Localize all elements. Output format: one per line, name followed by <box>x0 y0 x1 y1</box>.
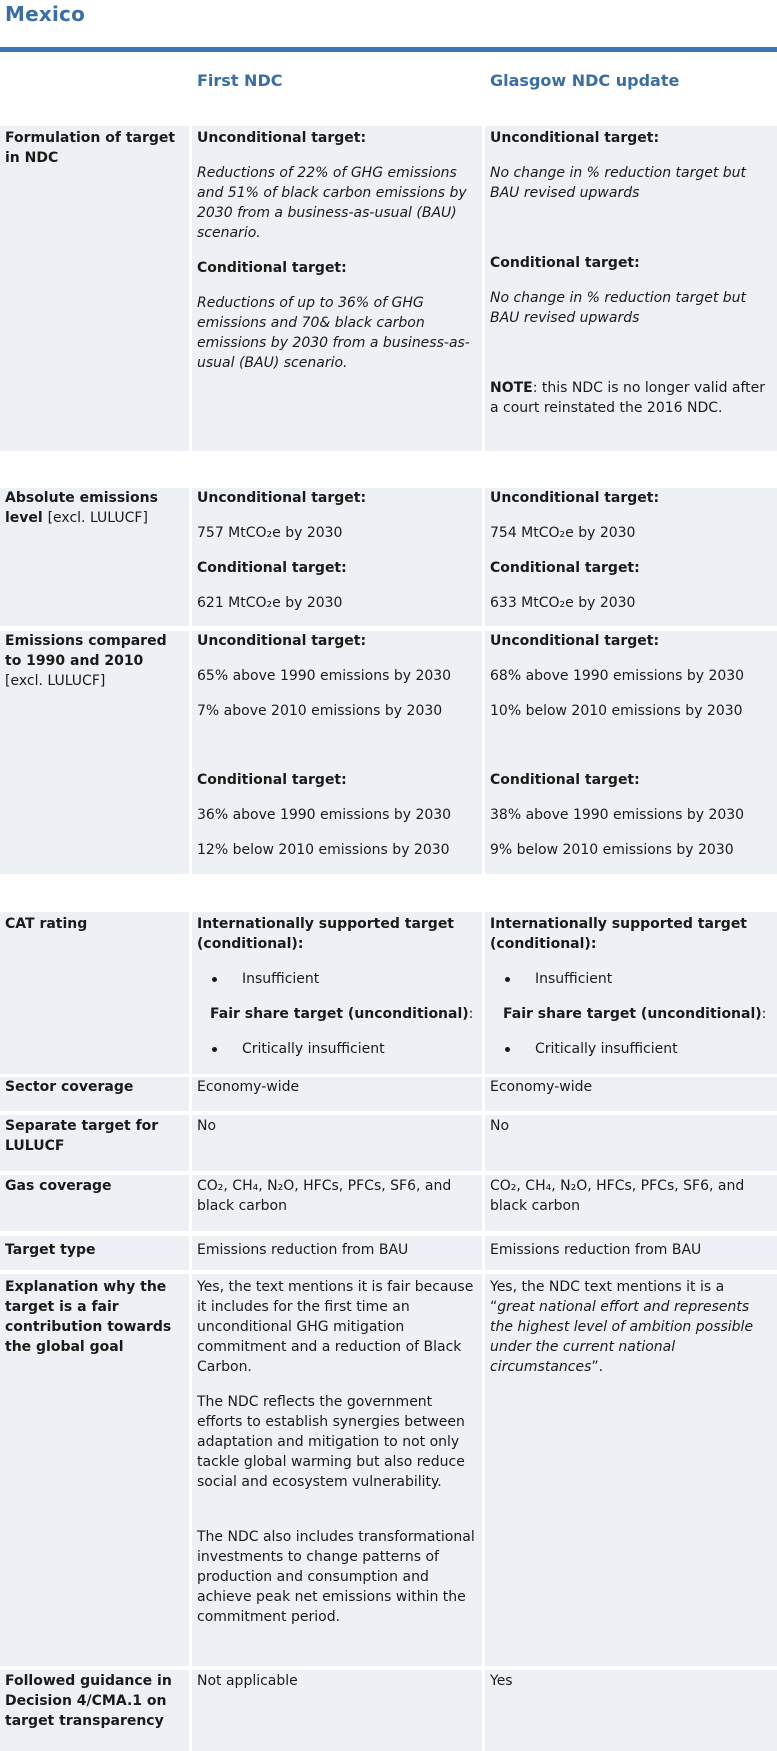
bullet-dot <box>505 1047 510 1052</box>
fair-first-paragraph-1: Yes, the text mentions it is fair because it includes for the first time an unconditional GHG mitigation commitment and a reduction of Black Carbon. <box>197 1279 474 1375</box>
fair-first-paragraph-2: The NDC reflects the government efforts to establish synergies between adaptation and mitigation to not only tackle global warming but also reduce social and ecosystem vulnerability. <box>197 1394 465 1490</box>
fair-glasgow-suffix: ”. <box>591 1359 604 1375</box>
row-label-formulation: Formulation of target in NDC <box>0 126 189 451</box>
conditional-target-label: Conditional target: <box>490 772 640 788</box>
row-absolute-emissions <box>0 488 777 626</box>
cat-glasgow-cell <box>485 912 777 1074</box>
column-header-first-ndc: First NDC <box>197 71 283 90</box>
conditional-target-label: Conditional target: <box>197 260 347 276</box>
target-type-glasgow: Emissions reduction from BAU <box>485 1236 777 1270</box>
compared-glasgow-conditional-1990: 38% above 1990 emissions by 2030 <box>490 807 745 823</box>
intl-rating-value: Insufficient <box>535 971 613 987</box>
formulation-glasgow-cell <box>485 126 777 451</box>
row-gas-coverage <box>0 1175 777 1231</box>
conditional-target-label: Conditional target: <box>197 772 347 788</box>
row-label-lulucf: Separate target for LULUCF <box>0 1115 189 1171</box>
compared-glasgow-unconditional-2010: 10% below 2010 emissions by 2030 <box>490 703 743 719</box>
lulucf-first: No <box>192 1115 482 1171</box>
lulucf-glasgow: No <box>485 1115 777 1171</box>
conditional-target-label: Conditional target: <box>490 560 640 576</box>
unconditional-target-label: Unconditional target: <box>197 490 367 506</box>
conditional-target-label: Conditional target: <box>490 255 640 271</box>
fair-first-paragraph-3: The NDC also includes transformational investments to change patterns of production and consumption and achieve peak net emissions within the commitment period. <box>197 1529 475 1625</box>
formulation-first-cell <box>192 126 482 451</box>
column-header-glasgow-ndc: Glasgow NDC update <box>490 71 680 90</box>
unconditional-target-label: Unconditional target: <box>197 633 367 649</box>
row-target-type <box>0 1236 777 1270</box>
compared-first-conditional-2010: 12% below 2010 emissions by 2030 <box>197 842 450 858</box>
fair-glasgow-prefix: Yes, the NDC text mentions it is a “ <box>490 1279 725 1315</box>
row-label-gas: Gas coverage <box>0 1175 189 1231</box>
absolute-first-conditional: 621 MtCO₂e by 2030 <box>197 595 343 611</box>
fair-glasgow-quote: great national effort and represents the highest level of ambition possible under the current national circumstances <box>490 1299 754 1375</box>
conditional-target-label: Conditional target: <box>197 560 347 576</box>
row-fair-contribution <box>0 1274 777 1666</box>
unconditional-target-label: Unconditional target: <box>197 130 367 146</box>
row-label-sector: Sector coverage <box>0 1077 189 1111</box>
fair-first-cell <box>192 1274 482 1666</box>
fair-share-target-label: Fair share target (unconditional): <box>503 1006 767 1022</box>
intl-rating-value: Insufficient <box>242 971 320 987</box>
absolute-glasgow-cell <box>485 488 777 626</box>
row-lulucf <box>0 1115 777 1171</box>
row-cat-rating <box>0 912 777 1074</box>
intl-supported-target-label: Internationally supported target (conditional): <box>197 916 455 952</box>
intl-supported-target-label: Internationally supported target (conditional): <box>490 916 748 952</box>
note-label: NOTE <box>490 380 533 396</box>
note-text: : this NDC is no longer valid after a court reinstated the 2016 NDC. <box>490 380 766 416</box>
row-label-absolute: Absolute emissions level [excl. LULUCF] <box>0 488 189 626</box>
row-emissions-compared <box>0 631 777 874</box>
country-title: Mexico <box>5 2 86 26</box>
row-label-target-type: Target type <box>0 1236 189 1270</box>
absolute-glasgow-conditional: 633 MtCO₂e by 2030 <box>490 595 636 611</box>
unconditional-target-label: Unconditional target: <box>490 490 660 506</box>
label-suffix: [excl. LULUCF] <box>5 673 106 689</box>
compared-glasgow-unconditional-1990: 68% above 1990 emissions by 2030 <box>490 668 745 684</box>
guidance-glasgow: Yes <box>485 1670 777 1751</box>
formulation-glasgow-unconditional: No change in % reduction target but BAU revised upwards <box>490 165 747 201</box>
sector-first: Economy-wide <box>192 1077 482 1111</box>
row-label-cat-rating: CAT rating <box>0 912 189 1074</box>
label-suffix: [excl. LULUCF] <box>47 510 148 526</box>
compared-first-unconditional-2010: 7% above 2010 emissions by 2030 <box>197 703 443 719</box>
fair-rating-value: Critically insufficient <box>242 1041 385 1057</box>
compared-glasgow-cell <box>485 631 777 874</box>
bullet-dot <box>212 1047 217 1052</box>
formulation-first-unconditional: Reductions of 22% of GHG emissions and 51% of black carbon emissions by 2030 from a business-as-usual (BAU) scenario. <box>197 165 467 241</box>
compared-glasgow-conditional-2010: 9% below 2010 emissions by 2030 <box>490 842 734 858</box>
row-guidance <box>0 1670 777 1751</box>
formulation-glasgow-conditional: No change in % reduction target but BAU revised upwards <box>490 290 747 326</box>
row-formulation <box>0 126 777 451</box>
formulation-glasgow-note <box>490 378 771 418</box>
compared-first-conditional-1990: 36% above 1990 emissions by 2030 <box>197 807 452 823</box>
unconditional-target-label: Unconditional target: <box>490 130 660 146</box>
bullet-dot <box>212 977 217 982</box>
gas-glasgow: CO₂, CH₄, N₂O, HFCs, PFCs, SF6, and black carbon <box>485 1175 777 1231</box>
fair-glasgow-cell <box>485 1274 777 1666</box>
gas-first: CO₂, CH₄, N₂O, HFCs, PFCs, SF6, and black carbon <box>192 1175 482 1231</box>
absolute-glasgow-unconditional: 754 MtCO₂e by 2030 <box>490 525 636 541</box>
target-type-first: Emissions reduction from BAU <box>192 1236 482 1270</box>
fair-share-target-label: Fair share target (unconditional): <box>210 1006 474 1022</box>
sector-glasgow: Economy-wide <box>485 1077 777 1111</box>
compared-first-unconditional-1990: 65% above 1990 emissions by 2030 <box>197 668 452 684</box>
row-label-fair: Explanation why the target is a fair contribution towards the global goal <box>0 1274 189 1666</box>
bullet-dot <box>505 977 510 982</box>
guidance-first: Not applicable <box>192 1670 482 1751</box>
absolute-first-unconditional: 757 MtCO₂e by 2030 <box>197 525 343 541</box>
row-label-compared: Emissions compared to 1990 and 2010 [excl. LULUCF] <box>0 631 189 874</box>
row-sector-coverage <box>0 1077 777 1111</box>
formulation-first-conditional: Reductions of up to 36% of GHG emissions and 70& black carbon emissions by 2030 from a business-as-usual (BAU) scenario. <box>197 295 470 371</box>
header-row <box>0 52 777 126</box>
row-label-guidance: Followed guidance in Decision 4/CMA.1 on target transparency <box>0 1670 189 1751</box>
cat-first-cell <box>192 912 482 1074</box>
compared-first-cell <box>192 631 482 874</box>
fair-rating-value: Critically insufficient <box>535 1041 678 1057</box>
fair-glasgow-text <box>490 1277 771 1377</box>
absolute-first-cell <box>192 488 482 626</box>
unconditional-target-label: Unconditional target: <box>490 633 660 649</box>
